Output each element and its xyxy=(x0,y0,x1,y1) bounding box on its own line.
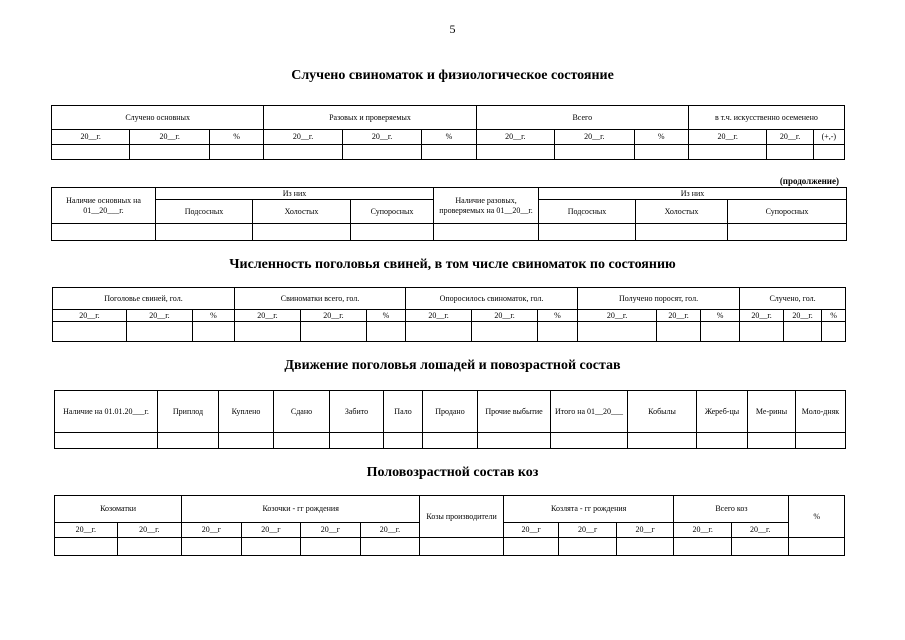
subheader-percent: % xyxy=(822,310,846,322)
input-cell[interactable] xyxy=(555,145,634,160)
input-cell[interactable] xyxy=(156,224,253,241)
input-cell[interactable] xyxy=(789,538,845,556)
subheader-percent: % xyxy=(422,130,476,145)
header-iz-nih: Из них xyxy=(156,188,434,200)
subheader-year: 20__г. xyxy=(52,130,130,145)
input-cell[interactable] xyxy=(384,433,423,449)
subheader-year: 20__г. xyxy=(674,523,732,538)
header-kozy-proizvoditeli: Козы производители xyxy=(420,496,504,538)
input-row[interactable] xyxy=(52,224,847,241)
subheader-year: 20__г. xyxy=(342,130,421,145)
subheader-year: 20__г. xyxy=(235,310,301,322)
subheader-year: 20__г. xyxy=(406,310,472,322)
subheader-year: 20__г xyxy=(559,523,617,538)
subheader-year: 20__г. xyxy=(767,130,813,145)
header-vsego: Всего xyxy=(476,106,688,130)
subheader-percent: % xyxy=(193,310,235,322)
input-cell[interactable] xyxy=(422,145,476,160)
header-polucheno: Получено поросят, гол. xyxy=(578,288,740,310)
subheader-year: 20__г. xyxy=(264,130,342,145)
input-row[interactable] xyxy=(55,538,845,556)
subheader-percent: % xyxy=(538,310,578,322)
input-cell[interactable] xyxy=(538,322,578,342)
input-cell[interactable] xyxy=(423,433,478,449)
input-cell[interactable] xyxy=(636,224,728,241)
input-cell[interactable] xyxy=(701,322,740,342)
input-cell[interactable] xyxy=(253,224,351,241)
input-cell[interactable] xyxy=(503,538,558,556)
input-cell[interactable] xyxy=(628,433,697,449)
input-cell[interactable] xyxy=(813,145,844,160)
input-cell[interactable] xyxy=(274,433,330,449)
section-title-loshadi: Движение поголовья лошадей и повозрастной состав xyxy=(284,358,621,373)
continuation-label: (продолжение) xyxy=(779,176,839,186)
input-cell[interactable] xyxy=(674,538,732,556)
input-row[interactable] xyxy=(55,433,846,449)
table-loshadi xyxy=(54,390,846,449)
table-sluchka xyxy=(51,105,845,160)
input-cell[interactable] xyxy=(688,145,766,160)
input-cell[interactable] xyxy=(52,224,156,241)
subheader-year: 20__г xyxy=(182,523,242,538)
input-cell[interactable] xyxy=(158,433,219,449)
subheader-year: 20__г. xyxy=(360,523,420,538)
header-kupleno: Куплено xyxy=(219,391,274,433)
header-itogo: Итого на 01__20___ xyxy=(551,391,628,433)
input-cell[interactable] xyxy=(472,322,538,342)
subheader-year: 20__г. xyxy=(740,310,784,322)
table-chislennost xyxy=(52,287,846,342)
subheader-year: 20__г. xyxy=(731,523,789,538)
input-cell[interactable] xyxy=(301,322,367,342)
input-cell[interactable] xyxy=(616,538,674,556)
subheader-year: 20__г. xyxy=(55,523,118,538)
subheader-suporosnyh: Супоросных xyxy=(728,200,847,224)
subheader-percent: % xyxy=(634,130,688,145)
input-cell[interactable] xyxy=(406,322,472,342)
section-title-sluchka: Случено свиноматок и физиологическое состояние xyxy=(291,68,614,83)
header-svinomatki: Свиноматки всего, гол. xyxy=(235,288,406,310)
input-cell[interactable] xyxy=(748,433,796,449)
subheader-year: 20__г. xyxy=(555,130,634,145)
input-cell[interactable] xyxy=(539,224,636,241)
subheader-year: 20__г. xyxy=(301,310,367,322)
subheader-year: 20__г. xyxy=(127,310,193,322)
input-row[interactable] xyxy=(52,145,845,160)
input-cell[interactable] xyxy=(434,224,539,241)
header-zabito: Забито xyxy=(330,391,384,433)
header-nalichie-osnovnyh: Наличие основных на 01__20___г. xyxy=(52,188,156,224)
header-palo: Пало xyxy=(384,391,423,433)
header-prodano: Продано xyxy=(423,391,478,433)
header-nalichie: Наличие на 01.01.20___г. xyxy=(55,391,158,433)
input-cell[interactable] xyxy=(578,322,657,342)
header-kozomatki: Козоматки xyxy=(55,496,182,523)
subheader-year: 20__г. xyxy=(476,130,554,145)
header-sluchka-osnovnyh: Случено основных xyxy=(52,106,264,130)
input-cell[interactable] xyxy=(657,322,701,342)
input-cell[interactable] xyxy=(767,145,813,160)
subheader-year: 20__г. xyxy=(117,523,182,538)
input-cell[interactable] xyxy=(117,538,182,556)
input-cell[interactable] xyxy=(697,433,748,449)
subheader-year: 20__г. xyxy=(688,130,766,145)
page-number: 5 xyxy=(449,22,456,36)
input-cell[interactable] xyxy=(301,538,361,556)
input-cell[interactable] xyxy=(728,224,847,241)
subheader-holostyh: Холостых xyxy=(636,200,728,224)
table-kozy xyxy=(54,495,845,556)
input-cell[interactable] xyxy=(219,433,274,449)
subheader-podsosnyh: Подсосных xyxy=(156,200,253,224)
input-cell[interactable] xyxy=(209,145,263,160)
input-cell[interactable] xyxy=(551,433,628,449)
subheader-year: 20__г xyxy=(301,523,361,538)
subheader-year: 20__г xyxy=(616,523,674,538)
input-row[interactable] xyxy=(53,322,846,342)
header-oporosilos: Опоросилось свиноматок, гол. xyxy=(406,288,578,310)
input-cell[interactable] xyxy=(55,538,118,556)
header-iskusstvenno: в т.ч. искусственно осеменено xyxy=(688,106,844,130)
input-cell[interactable] xyxy=(822,322,846,342)
header-sluceno: Случено, гол. xyxy=(740,288,846,310)
input-cell[interactable] xyxy=(342,145,421,160)
input-cell[interactable] xyxy=(476,145,554,160)
input-cell[interactable] xyxy=(731,538,789,556)
header-priplod: Приплод xyxy=(158,391,219,433)
header-molodnyak: Моло-дняк xyxy=(796,391,846,433)
input-cell[interactable] xyxy=(241,538,301,556)
subheader-change: (+,-) xyxy=(813,130,844,145)
header-kozochki: Козочки - гг рождения xyxy=(182,496,420,523)
subheader-percent: % xyxy=(209,130,263,145)
subheader-year: 20__г. xyxy=(657,310,701,322)
subheader-year: 20__г xyxy=(241,523,301,538)
header-sdano: Сдано xyxy=(274,391,330,433)
input-cell[interactable] xyxy=(182,538,242,556)
subheader-year: 20__г. xyxy=(130,130,209,145)
header-razovyh: Разовых и проверяемых xyxy=(264,106,476,130)
header-kobyly: Кобылы xyxy=(628,391,697,433)
input-cell[interactable] xyxy=(330,433,384,449)
subheader-percent: % xyxy=(701,310,740,322)
input-cell[interactable] xyxy=(740,322,784,342)
input-cell[interactable] xyxy=(235,322,301,342)
section-title-chislennost: Численность поголовья свиней, в том числе свиноматок по состоянию xyxy=(229,257,676,272)
subheader-holostyh: Холостых xyxy=(253,200,351,224)
input-cell[interactable] xyxy=(264,145,342,160)
input-cell[interactable] xyxy=(360,538,420,556)
header-vsego-koz: Всего коз xyxy=(674,496,789,523)
input-cell[interactable] xyxy=(784,322,822,342)
subheader-year: 20__г. xyxy=(784,310,822,322)
subheader-percent: % xyxy=(367,310,406,322)
section-title-kozy: Половозрастной состав коз xyxy=(366,465,539,480)
subheader-year: 20__г. xyxy=(53,310,127,322)
input-cell[interactable] xyxy=(53,322,127,342)
input-cell[interactable] xyxy=(634,145,688,160)
header-prochie: Прочие выбытие xyxy=(478,391,551,433)
input-cell[interactable] xyxy=(796,433,846,449)
subheader-year: 20__г. xyxy=(472,310,538,322)
input-cell[interactable] xyxy=(55,433,158,449)
header-pogolovye: Поголовье свиней, гол. xyxy=(53,288,235,310)
input-cell[interactable] xyxy=(193,322,235,342)
input-cell[interactable] xyxy=(130,145,209,160)
input-cell[interactable] xyxy=(127,322,193,342)
table-nalichie-svinomatok xyxy=(51,187,847,241)
input-cell[interactable] xyxy=(420,538,504,556)
header-kozlyata: Козлята - гг рождения xyxy=(503,496,674,523)
subheader-podsosnyh: Подсосных xyxy=(539,200,636,224)
header-nalichie-razovyh: Наличие разовых, проверяемых на 01__20__г. xyxy=(434,188,539,224)
input-cell[interactable] xyxy=(367,322,406,342)
subheader-year: 20__г. xyxy=(578,310,657,322)
header-meriny: Ме-рины xyxy=(748,391,796,433)
input-cell[interactable] xyxy=(351,224,434,241)
header-iz-nih: Из них xyxy=(539,188,847,200)
header-percent: % xyxy=(789,496,845,538)
header-zherebtsy: Жереб-цы xyxy=(697,391,748,433)
subheader-suporosnyh: Супоросных xyxy=(351,200,434,224)
input-cell[interactable] xyxy=(478,433,551,449)
input-cell[interactable] xyxy=(52,145,130,160)
subheader-year: 20__г xyxy=(503,523,558,538)
input-cell[interactable] xyxy=(559,538,617,556)
